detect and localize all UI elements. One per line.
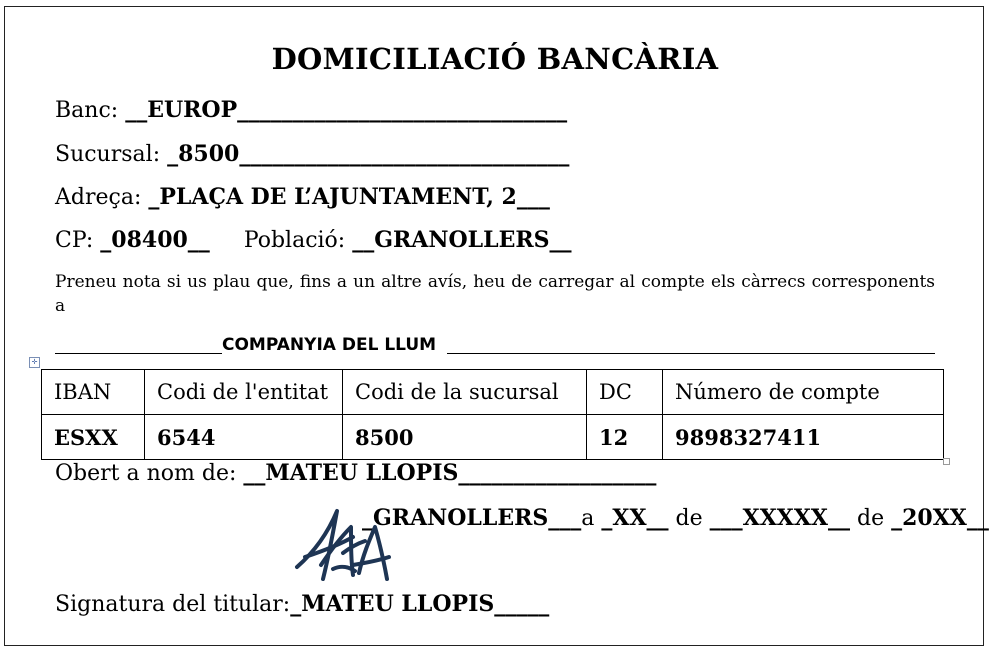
instruction-paragraph: Preneu nota si us plau que, fins a un altre avís, heu de carregar al compte els càrrecs corresponents a bbox=[55, 272, 935, 316]
table-row bbox=[42, 415, 944, 460]
branch-line bbox=[55, 141, 569, 168]
signature-line bbox=[55, 591, 549, 618]
date-day: _XX__ bbox=[601, 505, 669, 531]
signature-value: _MATEU LLOPIS_____ bbox=[290, 591, 550, 617]
bank-line bbox=[55, 97, 567, 124]
town-label: Població: bbox=[243, 228, 353, 253]
document-title: DOMICILIACIÓ BANCÀRIA bbox=[271, 42, 719, 76]
cp-label: CP: bbox=[55, 228, 101, 253]
header-account-number: Número de compte bbox=[663, 370, 944, 415]
address-value: _PLAÇA DE L’AJUNTAMENT, 2___ bbox=[148, 184, 550, 210]
bank-label: Banc: bbox=[55, 98, 126, 123]
company-underline-left bbox=[55, 353, 222, 354]
table-resize-handle[interactable] bbox=[943, 458, 950, 465]
branch-label: Sucursal: bbox=[55, 142, 168, 167]
date-de-1: de bbox=[668, 506, 710, 531]
postal-line bbox=[55, 227, 572, 254]
date-place: _GRANOLLERS___ bbox=[362, 505, 582, 531]
value-iban: ESXX bbox=[42, 415, 145, 460]
date-line bbox=[362, 505, 989, 532]
signature-label: Signatura del titular: bbox=[55, 592, 291, 617]
value-account-number: 9898327411 bbox=[663, 415, 944, 460]
company-name: COMPANYIA DEL LLUM bbox=[222, 335, 437, 355]
date-month: ___XXXXX__ bbox=[709, 505, 850, 531]
header-branch-code: Codi de la sucursal bbox=[343, 370, 587, 415]
signature-strokes bbox=[297, 511, 389, 579]
company-line bbox=[55, 332, 935, 356]
handwritten-signature bbox=[293, 505, 393, 587]
header-dc: DC bbox=[587, 370, 663, 415]
holder-line bbox=[55, 460, 656, 487]
header-iban: IBAN bbox=[42, 370, 145, 415]
cp-value: _08400__ bbox=[100, 227, 210, 253]
town-value: __GRANOLLERS__ bbox=[352, 227, 572, 253]
account-table bbox=[41, 369, 944, 460]
holder-label: Obert a nom de: bbox=[55, 461, 244, 486]
company-underline-right bbox=[447, 353, 935, 354]
table-move-handle-icon[interactable]: ✛ bbox=[29, 357, 40, 368]
value-dc: 12 bbox=[587, 415, 663, 460]
address-line bbox=[55, 184, 550, 211]
header-entity-code: Codi de l'entitat bbox=[145, 370, 343, 415]
address-label: Adreça: bbox=[55, 185, 149, 210]
branch-value: _8500______________________________ bbox=[167, 141, 570, 167]
table-header-row bbox=[42, 370, 944, 415]
holder-value: __MATEU LLOPIS__________________ bbox=[243, 460, 657, 486]
date-a: a bbox=[581, 506, 602, 531]
value-entity-code: 6544 bbox=[145, 415, 343, 460]
date-year: _20XX__ bbox=[891, 505, 989, 531]
bank-value: __EUROP______________________________ bbox=[125, 97, 568, 123]
value-branch-code: 8500 bbox=[343, 415, 587, 460]
date-de-2: de bbox=[850, 506, 892, 531]
